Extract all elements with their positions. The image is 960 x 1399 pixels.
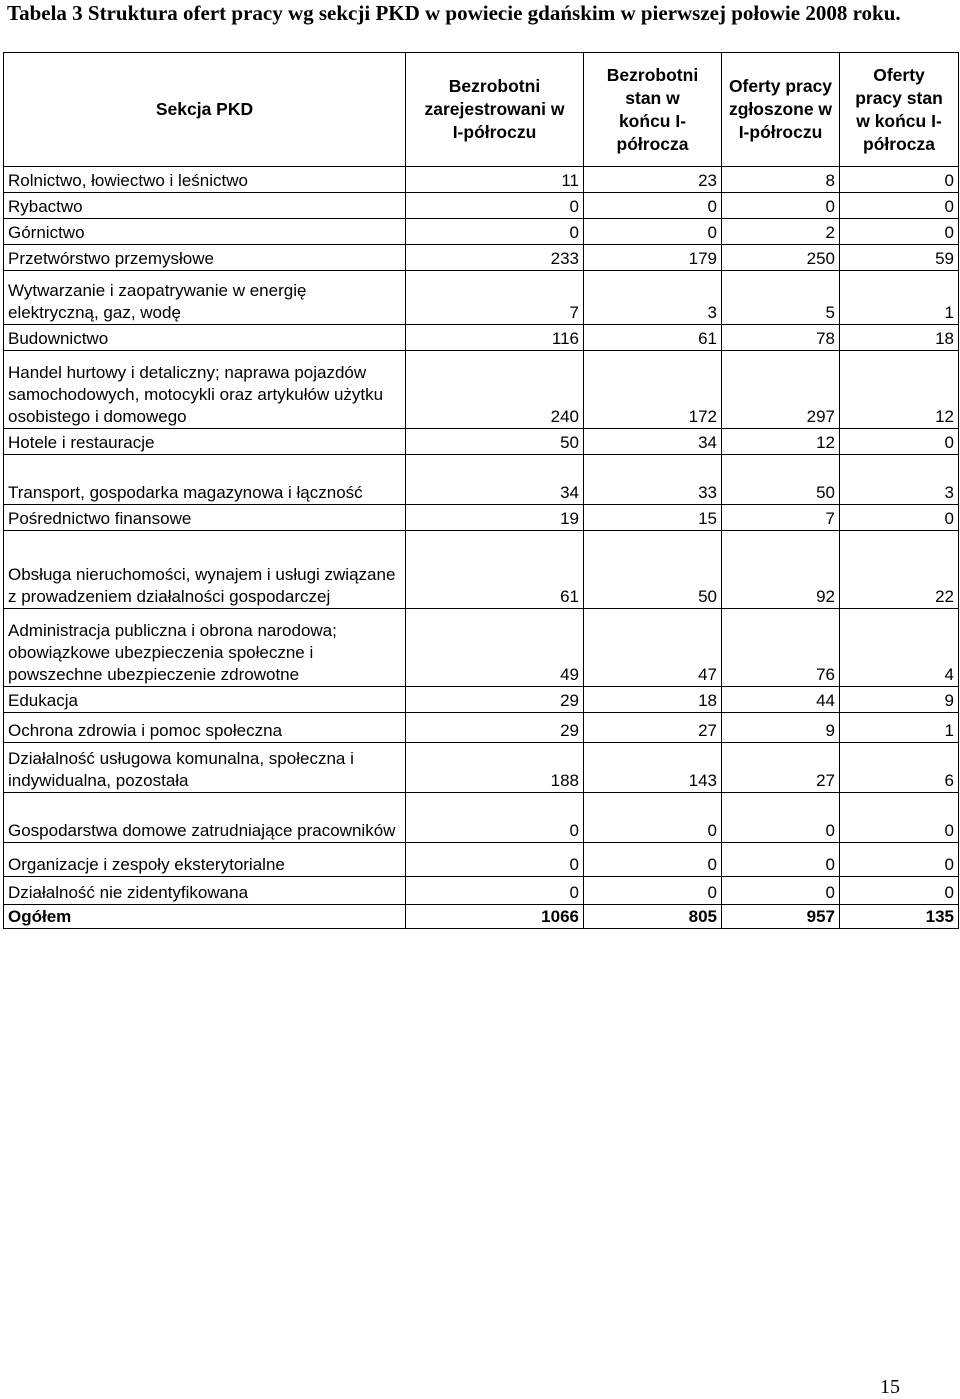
row-value-v3: 44 xyxy=(722,687,840,713)
row-label: Administracja publiczna i obrona narodowa; obowiązkowe ubezpieczenia społeczne i powszechne ubezpieczenie zdrowotne xyxy=(4,609,406,687)
row-value-v1: 29 xyxy=(406,687,584,713)
row-value-v2: 18 xyxy=(584,687,722,713)
row-label: Wytwarzanie i zaopatrywanie w energię elektryczną, gaz, wodę xyxy=(4,271,406,325)
row-label: Transport, gospodarka magazynowa i łączność xyxy=(4,455,406,505)
row-value-v1: 233 xyxy=(406,245,584,271)
row-value-v1: 0 xyxy=(406,219,584,245)
table-row xyxy=(4,743,959,793)
row-value-v3: 8 xyxy=(722,167,840,193)
row-label: Gospodarstwa domowe zatrudniające pracowników xyxy=(4,793,406,843)
table-row xyxy=(4,609,959,687)
row-label: Pośrednictwo finansowe xyxy=(4,505,406,531)
row-label: Rybactwo xyxy=(4,193,406,219)
row-value-v1: 7 xyxy=(406,271,584,325)
row-value-v4: 0 xyxy=(840,429,959,455)
row-value-v4: 0 xyxy=(840,843,959,877)
row-value-v1: 49 xyxy=(406,609,584,687)
total-value-v4: 135 xyxy=(840,905,959,929)
row-value-v3: 2 xyxy=(722,219,840,245)
table-row xyxy=(4,193,959,219)
row-value-v3: 76 xyxy=(722,609,840,687)
row-label: Rolnictwo, łowiectwo i leśnictwo xyxy=(4,167,406,193)
table-row xyxy=(4,271,959,325)
table-row xyxy=(4,455,959,505)
row-value-v2: 0 xyxy=(584,193,722,219)
table-row xyxy=(4,877,959,905)
table-row xyxy=(4,245,959,271)
row-value-v3: 0 xyxy=(722,193,840,219)
row-value-v2: 0 xyxy=(584,793,722,843)
row-value-v4: 1 xyxy=(840,713,959,743)
page-number: 15 xyxy=(880,1376,900,1398)
row-value-v2: 179 xyxy=(584,245,722,271)
header-bezrobotni-zarejestrowani: Bezrobotni zarejestrowani w I-półroczu xyxy=(406,53,584,167)
row-value-v4: 6 xyxy=(840,743,959,793)
row-value-v2: 27 xyxy=(584,713,722,743)
row-label: Handel hurtowy i detaliczny; naprawa pojazdów samochodowych, motocykli oraz artykułów użytku osobistego i domowego xyxy=(4,351,406,429)
row-value-v4: 3 xyxy=(840,455,959,505)
row-value-v2: 34 xyxy=(584,429,722,455)
row-value-v2: 0 xyxy=(584,843,722,877)
row-label: Hotele i restauracje xyxy=(4,429,406,455)
row-value-v3: 0 xyxy=(722,843,840,877)
table-row xyxy=(4,687,959,713)
row-value-v4: 0 xyxy=(840,167,959,193)
row-value-v1: 240 xyxy=(406,351,584,429)
row-value-v4: 18 xyxy=(840,325,959,351)
total-value-v1: 1066 xyxy=(406,905,584,929)
row-value-v4: 12 xyxy=(840,351,959,429)
row-value-v3: 92 xyxy=(722,531,840,609)
row-value-v2: 143 xyxy=(584,743,722,793)
row-value-v2: 50 xyxy=(584,531,722,609)
row-value-v3: 0 xyxy=(722,793,840,843)
row-value-v3: 27 xyxy=(722,743,840,793)
row-value-v2: 15 xyxy=(584,505,722,531)
table-row xyxy=(4,325,959,351)
header-oferty-zgloszone: Oferty pracy zgłoszone w I-półroczu xyxy=(722,53,840,167)
row-label: Edukacja xyxy=(4,687,406,713)
row-label: Budownictwo xyxy=(4,325,406,351)
pkd-offers-table xyxy=(3,52,959,929)
row-value-v1: 61 xyxy=(406,531,584,609)
row-value-v2: 47 xyxy=(584,609,722,687)
row-value-v2: 172 xyxy=(584,351,722,429)
table-row xyxy=(4,219,959,245)
table-caption: Tabela 3 Struktura ofert pracy wg sekcji PKD w powiecie gdańskim w pierwszej połowie 2008 roku. xyxy=(7,1,901,25)
table-row xyxy=(4,167,959,193)
row-value-v1: 11 xyxy=(406,167,584,193)
table-row xyxy=(4,793,959,843)
row-label: Ochrona zdrowia i pomoc społeczna xyxy=(4,713,406,743)
row-value-v1: 34 xyxy=(406,455,584,505)
row-value-v3: 7 xyxy=(722,505,840,531)
row-value-v3: 78 xyxy=(722,325,840,351)
row-value-v3: 9 xyxy=(722,713,840,743)
header-oferty-stan: Oferty pracy stan w końcu I-półrocza xyxy=(840,53,959,167)
row-value-v4: 4 xyxy=(840,609,959,687)
table-row xyxy=(4,351,959,429)
row-value-v1: 0 xyxy=(406,793,584,843)
table-row xyxy=(4,843,959,877)
table-row xyxy=(4,429,959,455)
row-value-v3: 250 xyxy=(722,245,840,271)
row-value-v2: 3 xyxy=(584,271,722,325)
row-value-v1: 116 xyxy=(406,325,584,351)
row-value-v2: 33 xyxy=(584,455,722,505)
row-label: Organizacje i zespoły eksterytorialne xyxy=(4,843,406,877)
row-value-v4: 0 xyxy=(840,505,959,531)
row-label: Działalność nie zidentyfikowana xyxy=(4,877,406,905)
row-value-v1: 0 xyxy=(406,193,584,219)
row-value-v2: 61 xyxy=(584,325,722,351)
row-value-v3: 50 xyxy=(722,455,840,505)
row-value-v1: 29 xyxy=(406,713,584,743)
row-value-v4: 1 xyxy=(840,271,959,325)
total-value-v2: 805 xyxy=(584,905,722,929)
row-value-v1: 19 xyxy=(406,505,584,531)
row-value-v2: 0 xyxy=(584,219,722,245)
row-value-v3: 297 xyxy=(722,351,840,429)
total-label: Ogółem xyxy=(4,905,406,929)
row-value-v4: 0 xyxy=(840,793,959,843)
row-label: Górnictwo xyxy=(4,219,406,245)
row-value-v4: 0 xyxy=(840,877,959,905)
row-value-v3: 5 xyxy=(722,271,840,325)
row-value-v4: 59 xyxy=(840,245,959,271)
total-row xyxy=(4,905,959,929)
row-label: Działalność usługowa komunalna, społeczna i indywidualna, pozostała xyxy=(4,743,406,793)
table-header-row xyxy=(4,53,959,167)
row-value-v1: 50 xyxy=(406,429,584,455)
total-value-v3: 957 xyxy=(722,905,840,929)
table-row xyxy=(4,713,959,743)
row-value-v3: 12 xyxy=(722,429,840,455)
row-value-v4: 0 xyxy=(840,219,959,245)
table-row xyxy=(4,505,959,531)
row-value-v4: 9 xyxy=(840,687,959,713)
row-value-v3: 0 xyxy=(722,877,840,905)
row-label: Obsługa nieruchomości, wynajem i usługi związane z prowadzeniem działalności gospodarczej xyxy=(4,531,406,609)
row-value-v2: 0 xyxy=(584,877,722,905)
row-value-v4: 0 xyxy=(840,193,959,219)
row-value-v1: 188 xyxy=(406,743,584,793)
row-value-v4: 22 xyxy=(840,531,959,609)
header-bezrobotni-stan: Bezrobotni stan w końcu I-półrocza xyxy=(584,53,722,167)
row-value-v1: 0 xyxy=(406,877,584,905)
row-label: Przetwórstwo przemysłowe xyxy=(4,245,406,271)
header-sekcja: Sekcja PKD xyxy=(4,53,406,167)
table-row xyxy=(4,531,959,609)
row-value-v2: 23 xyxy=(584,167,722,193)
row-value-v1: 0 xyxy=(406,843,584,877)
